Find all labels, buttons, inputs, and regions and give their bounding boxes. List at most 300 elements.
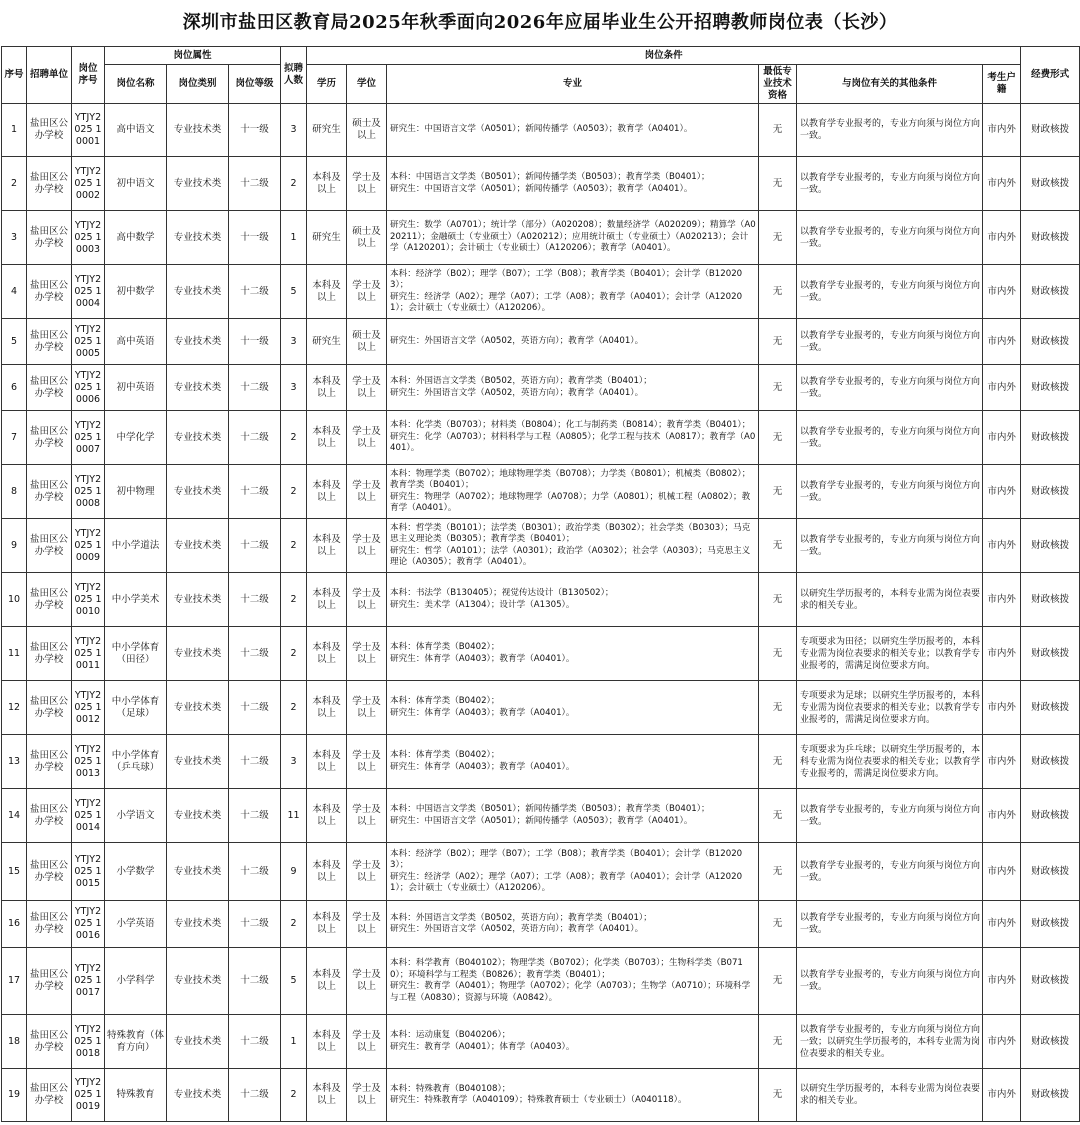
page-title: 深圳市盐田区教育局2025年秋季面向2026年应届毕业生公开招聘教师岗位表（长沙） <box>182 12 898 33</box>
table-row <box>2 157 1080 211</box>
cell-unit: 盐田区公办学校 <box>27 519 72 573</box>
cell-other: 以教育学专业报考的，专业方向须与岗位方向一致；以研究生学历报考的，本科专业需为岗位表要求的相关专业。 <box>797 1015 983 1069</box>
cell-funding: 财政核拨 <box>1021 901 1080 948</box>
cell-degree: 硕士及以上 <box>347 319 387 365</box>
header-funding: 经费形式 <box>1021 47 1080 104</box>
cell-edu: 本科及以上 <box>307 681 347 735</box>
cell-level: 十二级 <box>229 265 281 319</box>
cell-name: 特殊教育 <box>105 1069 167 1122</box>
cell-code: YTJY2025 10013 <box>72 735 105 789</box>
cell-degree: 学士及以上 <box>347 735 387 789</box>
cell-other: 以研究生学历报考的，本科专业需为岗位表要求的相关专业。 <box>797 1069 983 1122</box>
cell-degree: 硕士及以上 <box>347 211 387 265</box>
cell-other: 以教育学专业报考的，专业方向须与岗位方向一致。 <box>797 265 983 319</box>
cell-hukou: 市内外 <box>983 735 1021 789</box>
cell-major: 本科：体育学类（B0402）； 研究生：体育学（A0403）；教育学（A0401）。 <box>387 681 759 735</box>
cell-name: 小学英语 <box>105 901 167 948</box>
cell-funding: 财政核拨 <box>1021 104 1080 157</box>
header-hukou: 考生户籍 <box>983 65 1021 104</box>
cell-tech: 无 <box>759 573 797 627</box>
cell-other: 以教育学专业报考的，专业方向须与岗位方向一致。 <box>797 465 983 519</box>
cell-other: 专项要求为乒乓球；以研究生学历报考的，本科专业需为岗位表要求的相关专业；以教育学专业报考的，需满足岗位要求方向。 <box>797 735 983 789</box>
cell-other: 以教育学专业报考的，专业方向须与岗位方向一致。 <box>797 411 983 465</box>
cell-hukou: 市内外 <box>983 104 1021 157</box>
cell-other: 以教育学专业报考的，专业方向须与岗位方向一致。 <box>797 211 983 265</box>
cell-funding: 财政核拨 <box>1021 681 1080 735</box>
cell-code: YTJY2025 10012 <box>72 681 105 735</box>
header-seq: 序号 <box>2 47 27 104</box>
cell-code: YTJY2025 10003 <box>72 211 105 265</box>
cell-unit: 盐田区公办学校 <box>27 365 72 411</box>
cell-funding: 财政核拨 <box>1021 627 1080 681</box>
cell-edu: 本科及以上 <box>307 901 347 948</box>
cell-tech: 无 <box>759 948 797 1015</box>
cell-unit: 盐田区公办学校 <box>27 411 72 465</box>
cell-hukou: 市内外 <box>983 789 1021 843</box>
cell-level: 十一级 <box>229 211 281 265</box>
cell-degree: 学士及以上 <box>347 1069 387 1122</box>
cell-unit: 盐田区公办学校 <box>27 1015 72 1069</box>
table-row <box>2 681 1080 735</box>
cell-major: 本科：运动康复（B040206）； 研究生：教育学（A0401）；体育学（A0403）。 <box>387 1015 759 1069</box>
cell-other: 以教育学专业报考的，专业方向须与岗位方向一致。 <box>797 104 983 157</box>
cell-unit: 盐田区公办学校 <box>27 627 72 681</box>
cell-count: 3 <box>281 365 307 411</box>
cell-tech: 无 <box>759 211 797 265</box>
cell-hukou: 市内外 <box>983 843 1021 901</box>
cell-other: 以教育学专业报考的，专业方向须与岗位方向一致。 <box>797 365 983 411</box>
cell-seq: 10 <box>2 573 27 627</box>
cell-code: YTJY2025 10002 <box>72 157 105 211</box>
cell-edu: 本科及以上 <box>307 735 347 789</box>
cell-tech: 无 <box>759 1069 797 1122</box>
cell-unit: 盐田区公办学校 <box>27 681 72 735</box>
header-name: 岗位名称 <box>105 65 167 104</box>
cell-seq: 13 <box>2 735 27 789</box>
table-row <box>2 365 1080 411</box>
cell-count: 1 <box>281 211 307 265</box>
cell-count: 1 <box>281 1015 307 1069</box>
cell-funding: 财政核拨 <box>1021 211 1080 265</box>
cell-degree: 学士及以上 <box>347 157 387 211</box>
cell-edu: 本科及以上 <box>307 1069 347 1122</box>
cell-funding: 财政核拨 <box>1021 519 1080 573</box>
cell-code: YTJY2025 10004 <box>72 265 105 319</box>
cell-name: 高中英语 <box>105 319 167 365</box>
table-row <box>2 1015 1080 1069</box>
cell-count: 5 <box>281 265 307 319</box>
table-row <box>2 519 1080 573</box>
cell-code: YTJY2025 10010 <box>72 573 105 627</box>
cell-funding: 财政核拨 <box>1021 365 1080 411</box>
cell-level: 十二级 <box>229 735 281 789</box>
cell-funding: 财政核拨 <box>1021 1069 1080 1122</box>
cell-other: 专项要求为足球；以研究生学历报考的，本科专业需为岗位表要求的相关专业；以教育学专业报考的，需满足岗位要求方向。 <box>797 681 983 735</box>
header-category: 岗位类别 <box>167 65 229 104</box>
cell-funding: 财政核拨 <box>1021 465 1080 519</box>
cell-category: 专业技术类 <box>167 948 229 1015</box>
cell-count: 2 <box>281 157 307 211</box>
cell-category: 专业技术类 <box>167 265 229 319</box>
header-tech: 最低专业技术资格 <box>759 65 797 104</box>
cell-other: 以教育学专业报考的，专业方向须与岗位方向一致。 <box>797 843 983 901</box>
cell-count: 2 <box>281 901 307 948</box>
cell-seq: 9 <box>2 519 27 573</box>
cell-level: 十二级 <box>229 157 281 211</box>
cell-code: YTJY2025 10017 <box>72 948 105 1015</box>
cell-level: 十二级 <box>229 1069 281 1122</box>
cell-count: 3 <box>281 319 307 365</box>
cell-tech: 无 <box>759 681 797 735</box>
table-row <box>2 319 1080 365</box>
cell-major: 本科：哲学类（B0101）；法学类（B0301）；政治学类（B0302）；社会学类（B0303）；马克思主义理论类（B0305）；教育学类（B0401）； 研究生：哲学（A0101）；法学（A0301）；政治学（A0302）；社会学（A0303）；马克思主义理论（A0305）；教育学（A0401）。 <box>387 519 759 573</box>
cell-tech: 无 <box>759 519 797 573</box>
cell-edu: 本科及以上 <box>307 627 347 681</box>
cell-unit: 盐田区公办学校 <box>27 465 72 519</box>
cell-degree: 学士及以上 <box>347 365 387 411</box>
cell-unit: 盐田区公办学校 <box>27 319 72 365</box>
cell-hukou: 市内外 <box>983 948 1021 1015</box>
table-body <box>2 104 1080 1122</box>
cell-level: 十一级 <box>229 104 281 157</box>
cell-major: 本科：中国语言文学类（B0501）；新闻传播学类（B0503）；教育学类（B0401）； 研究生：中国语言文学（A0501）；新闻传播学（A0503）；教育学（A0401）。 <box>387 789 759 843</box>
cell-other: 以教育学专业报考的，专业方向须与岗位方向一致。 <box>797 319 983 365</box>
cell-count: 2 <box>281 465 307 519</box>
cell-edu: 研究生 <box>307 104 347 157</box>
cell-category: 专业技术类 <box>167 157 229 211</box>
cell-seq: 5 <box>2 319 27 365</box>
cell-edu: 本科及以上 <box>307 1015 347 1069</box>
cell-seq: 18 <box>2 1015 27 1069</box>
cell-seq: 8 <box>2 465 27 519</box>
cell-hukou: 市内外 <box>983 573 1021 627</box>
cell-unit: 盐田区公办学校 <box>27 104 72 157</box>
cell-major: 研究生：外国语言文学（A0502，英语方向）；教育学（A0401）。 <box>387 319 759 365</box>
cell-edu: 本科及以上 <box>307 789 347 843</box>
cell-hukou: 市内外 <box>983 1015 1021 1069</box>
cell-degree: 学士及以上 <box>347 901 387 948</box>
cell-category: 专业技术类 <box>167 319 229 365</box>
cell-edu: 研究生 <box>307 319 347 365</box>
cell-degree: 学士及以上 <box>347 411 387 465</box>
cell-unit: 盐田区公办学校 <box>27 901 72 948</box>
cell-level: 十一级 <box>229 319 281 365</box>
cell-seq: 2 <box>2 157 27 211</box>
table-row <box>2 948 1080 1015</box>
cell-tech: 无 <box>759 104 797 157</box>
cell-seq: 16 <box>2 901 27 948</box>
cell-name: 中小学体育（足球） <box>105 681 167 735</box>
cell-seq: 1 <box>2 104 27 157</box>
table-row <box>2 901 1080 948</box>
cell-seq: 7 <box>2 411 27 465</box>
cell-seq: 19 <box>2 1069 27 1122</box>
cell-major: 本科：特殊教育（B040108）； 研究生：特殊教育学（A040109）；特殊教育硕士（专业硕士）（A040118）。 <box>387 1069 759 1122</box>
cell-funding: 财政核拨 <box>1021 789 1080 843</box>
cell-major: 本科：体育学类（B0402）； 研究生：体育学（A0403）；教育学（A0401）。 <box>387 627 759 681</box>
cell-level: 十二级 <box>229 843 281 901</box>
cell-count: 11 <box>281 789 307 843</box>
cell-category: 专业技术类 <box>167 465 229 519</box>
cell-edu: 本科及以上 <box>307 948 347 1015</box>
cell-count: 5 <box>281 948 307 1015</box>
header-group-cond: 岗位条件 <box>307 47 1021 65</box>
cell-degree: 学士及以上 <box>347 789 387 843</box>
cell-seq: 15 <box>2 843 27 901</box>
table-row <box>2 465 1080 519</box>
cell-major: 本科：外国语言文学类（B0502，英语方向）；教育学类（B0401）； 研究生：外国语言文学（A0502，英语方向）；教育学（A0401）。 <box>387 901 759 948</box>
cell-hukou: 市内外 <box>983 319 1021 365</box>
cell-major: 本科：体育学类（B0402）； 研究生：体育学（A0403）；教育学（A0401）。 <box>387 735 759 789</box>
cell-code: YTJY2025 10011 <box>72 627 105 681</box>
header-level: 岗位等级 <box>229 65 281 104</box>
cell-major: 本科：书法学（B130405）；视觉传达设计（B130502）； 研究生：美术学（A1304）；设计学（A1305）。 <box>387 573 759 627</box>
cell-category: 专业技术类 <box>167 789 229 843</box>
cell-count: 2 <box>281 573 307 627</box>
cell-degree: 学士及以上 <box>347 843 387 901</box>
header-degree: 学位 <box>347 65 387 104</box>
cell-hukou: 市内外 <box>983 211 1021 265</box>
cell-count: 9 <box>281 843 307 901</box>
cell-other: 专项要求为田径；以研究生学历报考的，本科专业需为岗位表要求的相关专业；以教育学专业报考的，需满足岗位要求方向。 <box>797 627 983 681</box>
header-unit: 招聘单位 <box>27 47 72 104</box>
cell-category: 专业技术类 <box>167 901 229 948</box>
cell-degree: 学士及以上 <box>347 519 387 573</box>
cell-code: YTJY2025 10014 <box>72 789 105 843</box>
cell-category: 专业技术类 <box>167 627 229 681</box>
header-edu: 学历 <box>307 65 347 104</box>
cell-level: 十二级 <box>229 465 281 519</box>
cell-count: 2 <box>281 627 307 681</box>
cell-degree: 学士及以上 <box>347 1015 387 1069</box>
cell-level: 十二级 <box>229 519 281 573</box>
cell-name: 中小学体育（乒乓球） <box>105 735 167 789</box>
cell-category: 专业技术类 <box>167 735 229 789</box>
cell-unit: 盐田区公办学校 <box>27 157 72 211</box>
cell-major: 本科：科学教育（B040102）；物理学类（B0702）；化学类（B0703）；生物科学类（B0710）；环境科学与工程类（B0826）；教育学类（B0401）； 研究生：教育学（A0401）；物理学（A0702）；化学（A0703）；生物学（A0710）；环境科学与工程（A0830）；资源与环境（A0842）。 <box>387 948 759 1015</box>
table-row <box>2 627 1080 681</box>
cell-code: YTJY2025 10015 <box>72 843 105 901</box>
cell-funding: 财政核拨 <box>1021 735 1080 789</box>
cell-category: 专业技术类 <box>167 104 229 157</box>
cell-tech: 无 <box>759 1015 797 1069</box>
cell-funding: 财政核拨 <box>1021 157 1080 211</box>
cell-seq: 3 <box>2 211 27 265</box>
cell-degree: 学士及以上 <box>347 573 387 627</box>
cell-edu: 本科及以上 <box>307 265 347 319</box>
cell-name: 初中英语 <box>105 365 167 411</box>
cell-edu: 本科及以上 <box>307 519 347 573</box>
cell-edu: 研究生 <box>307 211 347 265</box>
cell-hukou: 市内外 <box>983 901 1021 948</box>
cell-major: 本科：化学类（B0703）；材料类（B0804）；化工与制药类（B0814）；教育学类（B0401）； 研究生：化学（A0703）；材料科学与工程（A0805）；化学工程与技术（A0817）；教育学（A0401）。 <box>387 411 759 465</box>
cell-tech: 无 <box>759 411 797 465</box>
cell-hukou: 市内外 <box>983 519 1021 573</box>
cell-category: 专业技术类 <box>167 573 229 627</box>
cell-unit: 盐田区公办学校 <box>27 265 72 319</box>
header-other: 与岗位有关的其他条件 <box>797 65 983 104</box>
cell-unit: 盐田区公办学校 <box>27 843 72 901</box>
cell-name: 高中数学 <box>105 211 167 265</box>
cell-tech: 无 <box>759 735 797 789</box>
table-row <box>2 104 1080 157</box>
header-count: 拟聘人数 <box>281 47 307 104</box>
cell-hukou: 市内外 <box>983 465 1021 519</box>
cell-seq: 11 <box>2 627 27 681</box>
cell-name: 初中物理 <box>105 465 167 519</box>
cell-category: 专业技术类 <box>167 365 229 411</box>
job-table <box>1 46 1080 1122</box>
cell-unit: 盐田区公办学校 <box>27 211 72 265</box>
header-group-attr: 岗位属性 <box>105 47 281 65</box>
cell-category: 专业技术类 <box>167 843 229 901</box>
table-row <box>2 1069 1080 1122</box>
cell-funding: 财政核拨 <box>1021 265 1080 319</box>
cell-name: 小学语文 <box>105 789 167 843</box>
table-row <box>2 573 1080 627</box>
cell-level: 十二级 <box>229 681 281 735</box>
cell-tech: 无 <box>759 319 797 365</box>
cell-name: 特殊教育（体育方向） <box>105 1015 167 1069</box>
cell-name: 初中语文 <box>105 157 167 211</box>
cell-code: YTJY2025 10006 <box>72 365 105 411</box>
cell-tech: 无 <box>759 789 797 843</box>
cell-count: 2 <box>281 681 307 735</box>
cell-code: YTJY2025 10005 <box>72 319 105 365</box>
table-row <box>2 843 1080 901</box>
cell-hukou: 市内外 <box>983 157 1021 211</box>
cell-seq: 12 <box>2 681 27 735</box>
table-row <box>2 735 1080 789</box>
cell-edu: 本科及以上 <box>307 157 347 211</box>
table-row <box>2 789 1080 843</box>
cell-major: 本科：物理学类（B0702）；地球物理学类（B0708）；力学类（B0801）；机械类（B0802）；教育学类（B0401）； 研究生：物理学（A0702）；地球物理学（A0708）；力学（A0801）；机械工程（A0802）；教育学（A0401）。 <box>387 465 759 519</box>
cell-count: 3 <box>281 735 307 789</box>
table-row <box>2 211 1080 265</box>
cell-level: 十二级 <box>229 1015 281 1069</box>
cell-code: YTJY2025 10009 <box>72 519 105 573</box>
cell-count: 3 <box>281 104 307 157</box>
cell-category: 专业技术类 <box>167 211 229 265</box>
cell-category: 专业技术类 <box>167 1069 229 1122</box>
cell-major: 研究生：数学（A0701）；统计学（部分）（A020208）；数量经济学（A020209）；精算学（A020211）；金融硕士（专业硕士）（A020212）；应用统计硕士（专业硕士）（A020213）；会计学（A120201）；会计硕士（专业硕士）（A120206）；教育学（A0401）。 <box>387 211 759 265</box>
cell-other: 以研究生学历报考的，本科专业需为岗位表要求的相关专业。 <box>797 573 983 627</box>
cell-unit: 盐田区公办学校 <box>27 735 72 789</box>
cell-name: 小学科学 <box>105 948 167 1015</box>
header-major: 专业 <box>387 65 759 104</box>
cell-name: 中小学美术 <box>105 573 167 627</box>
cell-code: YTJY2025 10016 <box>72 901 105 948</box>
cell-degree: 学士及以上 <box>347 465 387 519</box>
cell-category: 专业技术类 <box>167 681 229 735</box>
cell-level: 十二级 <box>229 365 281 411</box>
cell-major: 本科：外国语言文学类（B0502，英语方向）；教育学类（B0401）； 研究生：外国语言文学（A0502，英语方向）；教育学（A0401）。 <box>387 365 759 411</box>
cell-edu: 本科及以上 <box>307 411 347 465</box>
cell-other: 以教育学专业报考的，专业方向须与岗位方向一致。 <box>797 948 983 1015</box>
cell-level: 十二级 <box>229 789 281 843</box>
cell-hukou: 市内外 <box>983 265 1021 319</box>
cell-code: YTJY2025 10018 <box>72 1015 105 1069</box>
cell-category: 专业技术类 <box>167 519 229 573</box>
cell-other: 以教育学专业报考的，专业方向须与岗位方向一致。 <box>797 157 983 211</box>
cell-tech: 无 <box>759 157 797 211</box>
cell-category: 专业技术类 <box>167 1015 229 1069</box>
cell-hukou: 市内外 <box>983 365 1021 411</box>
cell-degree: 硕士及以上 <box>347 104 387 157</box>
cell-count: 2 <box>281 411 307 465</box>
cell-major: 本科：经济学（B02）；理学（B07）；工学（B08）；教育学类（B0401）；会计学（B120203）； 研究生：经济学（A02）；理学（A07）；工学（A08）；教育学（A0401）；会计学（A120201）；会计硕士（专业硕士）（A120206）。 <box>387 265 759 319</box>
table-row <box>2 411 1080 465</box>
cell-name: 中学化学 <box>105 411 167 465</box>
cell-level: 十二级 <box>229 627 281 681</box>
cell-code: YTJY2025 10007 <box>72 411 105 465</box>
cell-code: YTJY2025 10019 <box>72 1069 105 1122</box>
cell-major: 研究生：中国语言文学（A0501）；新闻传播学（A0503）；教育学（A0401）。 <box>387 104 759 157</box>
cell-level: 十二级 <box>229 573 281 627</box>
cell-count: 2 <box>281 1069 307 1122</box>
cell-funding: 财政核拨 <box>1021 948 1080 1015</box>
table-row <box>2 265 1080 319</box>
cell-funding: 财政核拨 <box>1021 319 1080 365</box>
cell-tech: 无 <box>759 265 797 319</box>
cell-tech: 无 <box>759 365 797 411</box>
cell-name: 初中数学 <box>105 265 167 319</box>
cell-name: 高中语文 <box>105 104 167 157</box>
cell-tech: 无 <box>759 465 797 519</box>
cell-tech: 无 <box>759 901 797 948</box>
cell-funding: 财政核拨 <box>1021 573 1080 627</box>
cell-edu: 本科及以上 <box>307 465 347 519</box>
cell-funding: 财政核拨 <box>1021 411 1080 465</box>
cell-category: 专业技术类 <box>167 411 229 465</box>
cell-major: 本科：经济学（B02）；理学（B07）；工学（B08）；教育学类（B0401）；会计学（B120203）； 研究生：经济学（A02）；理学（A07）；工学（A08）；教育学（A0401）；会计学（A120201）；会计硕士（专业硕士）（A120206）。 <box>387 843 759 901</box>
cell-level: 十二级 <box>229 411 281 465</box>
cell-tech: 无 <box>759 843 797 901</box>
cell-unit: 盐田区公办学校 <box>27 1069 72 1122</box>
cell-funding: 财政核拨 <box>1021 1015 1080 1069</box>
cell-count: 2 <box>281 519 307 573</box>
cell-seq: 4 <box>2 265 27 319</box>
cell-name: 小学数学 <box>105 843 167 901</box>
cell-hukou: 市内外 <box>983 411 1021 465</box>
cell-degree: 学士及以上 <box>347 681 387 735</box>
cell-hukou: 市内外 <box>983 1069 1021 1122</box>
cell-hukou: 市内外 <box>983 627 1021 681</box>
cell-seq: 17 <box>2 948 27 1015</box>
cell-level: 十二级 <box>229 901 281 948</box>
cell-other: 以教育学专业报考的，专业方向须与岗位方向一致。 <box>797 901 983 948</box>
cell-degree: 学士及以上 <box>347 265 387 319</box>
cell-tech: 无 <box>759 627 797 681</box>
cell-seq: 14 <box>2 789 27 843</box>
cell-code: YTJY2025 10008 <box>72 465 105 519</box>
cell-name: 中小学体育（田径） <box>105 627 167 681</box>
cell-degree: 学士及以上 <box>347 627 387 681</box>
cell-degree: 学士及以上 <box>347 948 387 1015</box>
cell-other: 以教育学专业报考的，专业方向须与岗位方向一致。 <box>797 519 983 573</box>
cell-edu: 本科及以上 <box>307 365 347 411</box>
cell-unit: 盐田区公办学校 <box>27 573 72 627</box>
cell-funding: 财政核拨 <box>1021 843 1080 901</box>
cell-seq: 6 <box>2 365 27 411</box>
cell-code: YTJY2025 10001 <box>72 104 105 157</box>
cell-unit: 盐田区公办学校 <box>27 948 72 1015</box>
cell-edu: 本科及以上 <box>307 573 347 627</box>
cell-name: 中小学道法 <box>105 519 167 573</box>
cell-hukou: 市内外 <box>983 681 1021 735</box>
cell-level: 十二级 <box>229 948 281 1015</box>
cell-unit: 盐田区公办学校 <box>27 789 72 843</box>
